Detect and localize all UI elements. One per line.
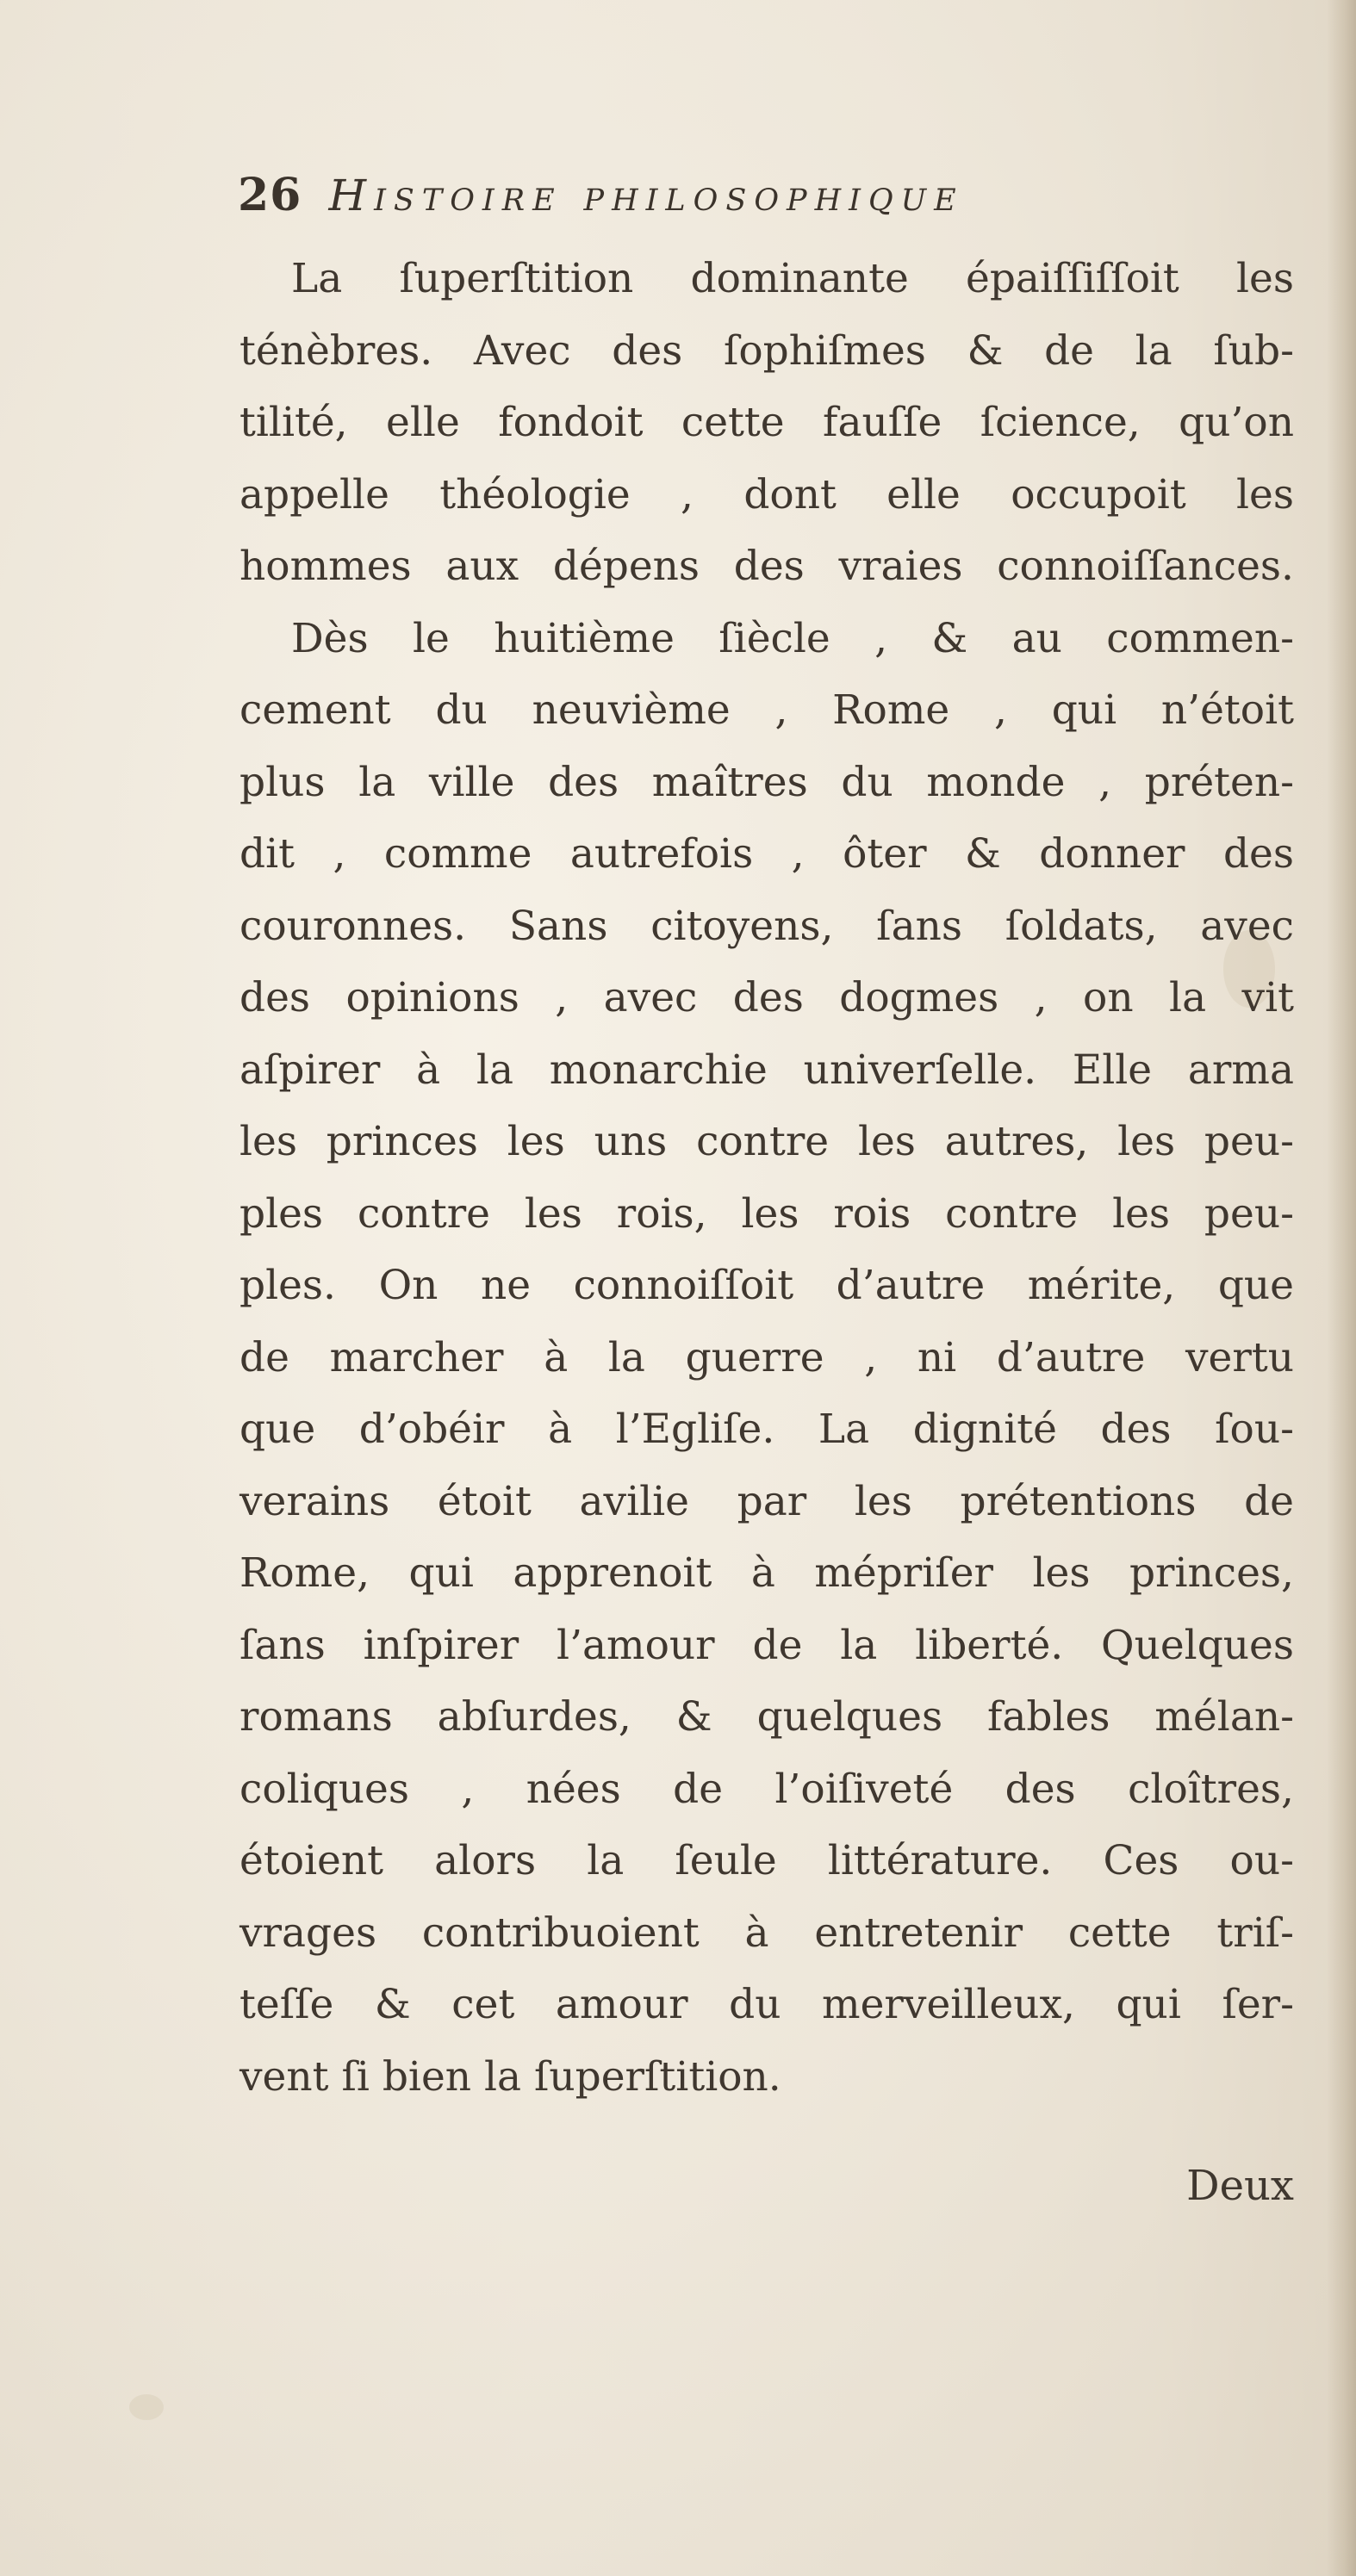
- text-line: que d’obéir à l’Egliſe. La dignité des ſou-: [239, 1406, 1294, 1453]
- text-line: des opinions , avec des dogmes , on la vit: [239, 974, 1294, 1021]
- text-line: vent ſi bien la ſuperſtition.: [239, 2052, 781, 2101]
- text-line: étoient alors la ſeule littérature. Ces ou-: [239, 1837, 1294, 1884]
- text-line: ples contre les rois, les rois contre les peu-: [239, 1189, 1294, 1238]
- text-line: plus la ville des maîtres du monde , préten-: [239, 758, 1294, 806]
- text-line: Dès le huitième ſiècle , & au commen-: [291, 614, 1294, 662]
- text-line: ténèbres. Avec des ſophiſmes & de la ſub-: [239, 326, 1294, 375]
- text-line: cement du neuvième , Rome , qui n’étoit: [239, 686, 1294, 734]
- text-line: teſſe & cet amour du merveilleux, qui ſer-: [239, 1981, 1294, 2028]
- text-line: ſans inſpirer l’amour de la liberté. Quelques: [239, 1621, 1294, 1669]
- text-line: de marcher à la guerre , ni d’autre vertu: [239, 1333, 1294, 1381]
- text-line: verains étoit avilie par les prétentions de: [239, 1477, 1294, 1525]
- text-line: dit , comme autrefois , ôter & donner des: [239, 830, 1294, 878]
- text-line: ples. On ne connoiſſoit d’autre mérite, que: [239, 1262, 1294, 1309]
- text-line: Rome, qui apprenoit à mépriſer les princes,: [239, 1549, 1294, 1597]
- text-line: aſpirer à la monarchie univerſelle. Elle arma: [239, 1046, 1294, 1094]
- page-edge-shadow: [1327, 0, 1356, 2576]
- body-text: [239, 243, 1294, 2113]
- text-line: vrages contribuoient à entretenir cette triſ-: [239, 1909, 1294, 1957]
- text-line: couronnes. Sans citoyens, ſans ſoldats, avec: [239, 902, 1294, 950]
- catchword: Deux: [1186, 2162, 1294, 2210]
- paper-stain: [129, 2394, 164, 2420]
- text-line: tilité, elle fondoit cette fauſſe ſcience, qu’on: [239, 399, 1294, 446]
- running-title: Histoire philosophique: [328, 171, 964, 220]
- running-header: [238, 169, 1272, 229]
- text-line: coliques , nées de l’oiſiveté des cloîtres,: [239, 1765, 1294, 1813]
- page-number: 26: [238, 169, 302, 221]
- text-line: les princes les uns contre les autres, les peu-: [239, 1118, 1294, 1165]
- text-line: La ſuperſtition dominante épaiſſiſſoit les: [291, 255, 1294, 302]
- text-line: hommes aux dépens des vraies connoiſſances.: [239, 543, 1294, 590]
- text-line: romans abſurdes, & quelques fables mélan-: [239, 1693, 1294, 1741]
- text-line: appelle théologie , dont elle occupoit les: [239, 470, 1294, 518]
